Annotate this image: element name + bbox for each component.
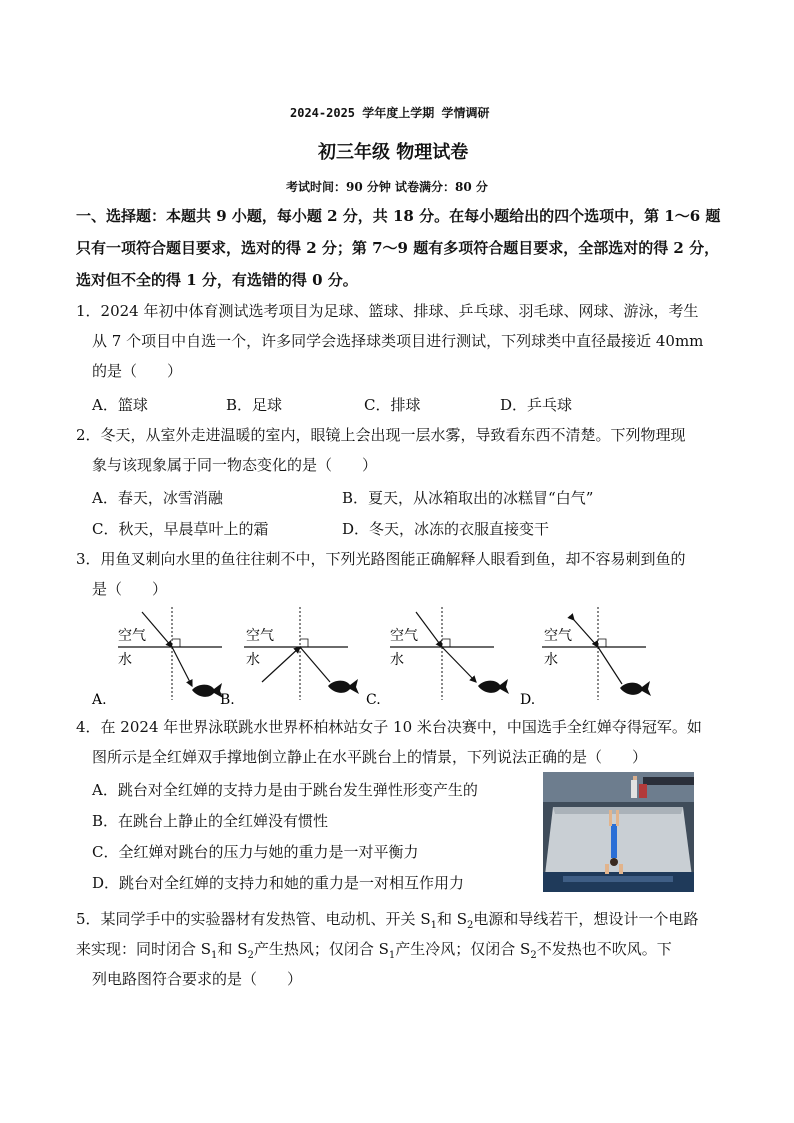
exam-meta: 考试时间：90 分钟 试卷满分：80 分 — [286, 180, 488, 194]
q5-sub-s1: 1 — [388, 950, 396, 961]
q2-line1: 2．冬天，从室外走进温暖的室内，眼镜上会出现一层水雾，导致看东西不清楚。下列物理现 — [76, 426, 686, 444]
q1-option-d: D．乒乓球 — [500, 396, 573, 414]
q3-line2: 是（ ） — [92, 580, 168, 598]
diagram-b — [220, 607, 359, 708]
q5-line2-part-e: 不发热也不吹风。下 — [536, 940, 672, 958]
diagram-c — [366, 607, 509, 708]
diagram-a-water-label: 水 — [118, 652, 132, 668]
q5-sub-s2: 2 — [467, 920, 474, 931]
diagram-d-water-label: 水 — [544, 652, 558, 668]
q5-sub-s2: 2 — [530, 950, 537, 961]
diagram-a — [91, 607, 223, 708]
diagram-c-water-label: 水 — [390, 652, 404, 668]
q1-line3: 的是（ ） — [92, 362, 183, 380]
q4-option-b: B．在跳台上静止的全红婵没有惯性 — [92, 812, 329, 830]
q2-option-a: A．春天，冰雪消融 — [92, 489, 223, 507]
q5-line2-part-b: 和 S — [217, 940, 248, 958]
q2-option-b: B．夏天，从冰箱取出的冰糕冒“白气” — [342, 489, 594, 507]
q5-line2-part-d: 产生冷风；仅闭合 S — [395, 940, 531, 958]
section-instructions: 一、选择题：本题共 9 小题，每小题 2 分，共 18 分。在每小题给出的四个选项中，第 1～6 题只有一项符合题目要求，选对的得 2 分；第 7～9 题有多项符合题目要求，全部选对的得 2 分，选对但不全的得 1 分，有选错的得 0 分。 — [76, 207, 721, 289]
page-title: 初三年级 物理试卷 — [318, 142, 469, 163]
diagram-a-option-label: A. — [92, 692, 107, 708]
q2-option-d: D．冬天，冰冻的衣服直接变干 — [342, 520, 550, 538]
diagram-d — [520, 607, 651, 708]
diagram-d-air-label: 空气 — [544, 628, 572, 644]
q2-line2: 象与该现象属于同一物态变化的是（ ） — [92, 456, 378, 474]
diagram-b-water-label: 水 — [246, 652, 260, 668]
diagram-c-option-label: C. — [366, 692, 381, 708]
q5-line2-part-c: 产生热风；仅闭合 S — [253, 940, 389, 958]
q1-option-c: C．排球 — [364, 396, 421, 414]
diagram-c-air-label: 空气 — [390, 628, 418, 644]
q1-line2: 从 7 个项目中自选一个，许多同学会选择球类项目进行测试，下列球类中直径最接近 40mm — [92, 332, 704, 350]
diving-platform-photo — [543, 772, 694, 892]
q5-line3: 列电路图符合要求的是（ ） — [92, 970, 303, 988]
q5-line2-part-a: 来实现：同时闭合 S — [76, 940, 212, 958]
diagram-b-air-label: 空气 — [246, 628, 274, 644]
q4-line1: 4．在 2024 年世界泳联跳水世界杯柏林站女子 10 米台决赛中，中国选手全红婵夺得冠军。如 — [76, 718, 702, 736]
q3-line1: 3．用鱼叉刺向水里的鱼往往刺不中，下列光路图能正确解释人眼看到鱼，却不容易刺到鱼的 — [76, 550, 686, 568]
q5-sub-s1: 1 — [211, 950, 218, 961]
q4-option-d: D．跳台对全红婵的支持力和她的重力是一对相互作用力 — [92, 874, 465, 892]
q4-option-c: C．全红婵对跳台的压力与她的重力是一对平衡力 — [92, 843, 419, 861]
diagram-d-option-label: D. — [520, 692, 536, 708]
diagram-a-air-label: 空气 — [118, 628, 146, 644]
q1-line1: 1．2024 年初中体育测试选考项目为足球、篮球、排球、乒乓球、羽毛球、网球、游泳，考生 — [76, 302, 699, 320]
q5-sub-s2: 2 — [247, 950, 254, 961]
q5-line1-part-b: 和 S — [436, 910, 468, 928]
q5-line1-part-c: 电源和导线若干，想设计一个电路 — [473, 910, 699, 928]
q5-sub-s1: 1 — [430, 920, 437, 931]
q1-option-b: B．足球 — [226, 396, 283, 414]
q5-line1-part-a: 5．某同学手中的实验器材有发热管、电动机、开关 S — [76, 910, 431, 928]
q3-diagrams — [90, 602, 730, 712]
q4-line2: 图所示是全红婵双手撑地倒立静止在水平跳台上的情景，下列说法正确的是（ ） — [92, 748, 648, 766]
diagram-b-option-label: B. — [220, 692, 235, 708]
q2-option-c: C．秋天，早晨草叶上的霜 — [92, 520, 269, 538]
q1-option-a: A．篮球 — [92, 396, 148, 414]
term-header: 2024-2025 学年度上学期 学情调研 — [290, 106, 490, 120]
q4-option-a: A．跳台对全红婵的支持力是由于跳台发生弹性形变产生的 — [92, 781, 478, 799]
